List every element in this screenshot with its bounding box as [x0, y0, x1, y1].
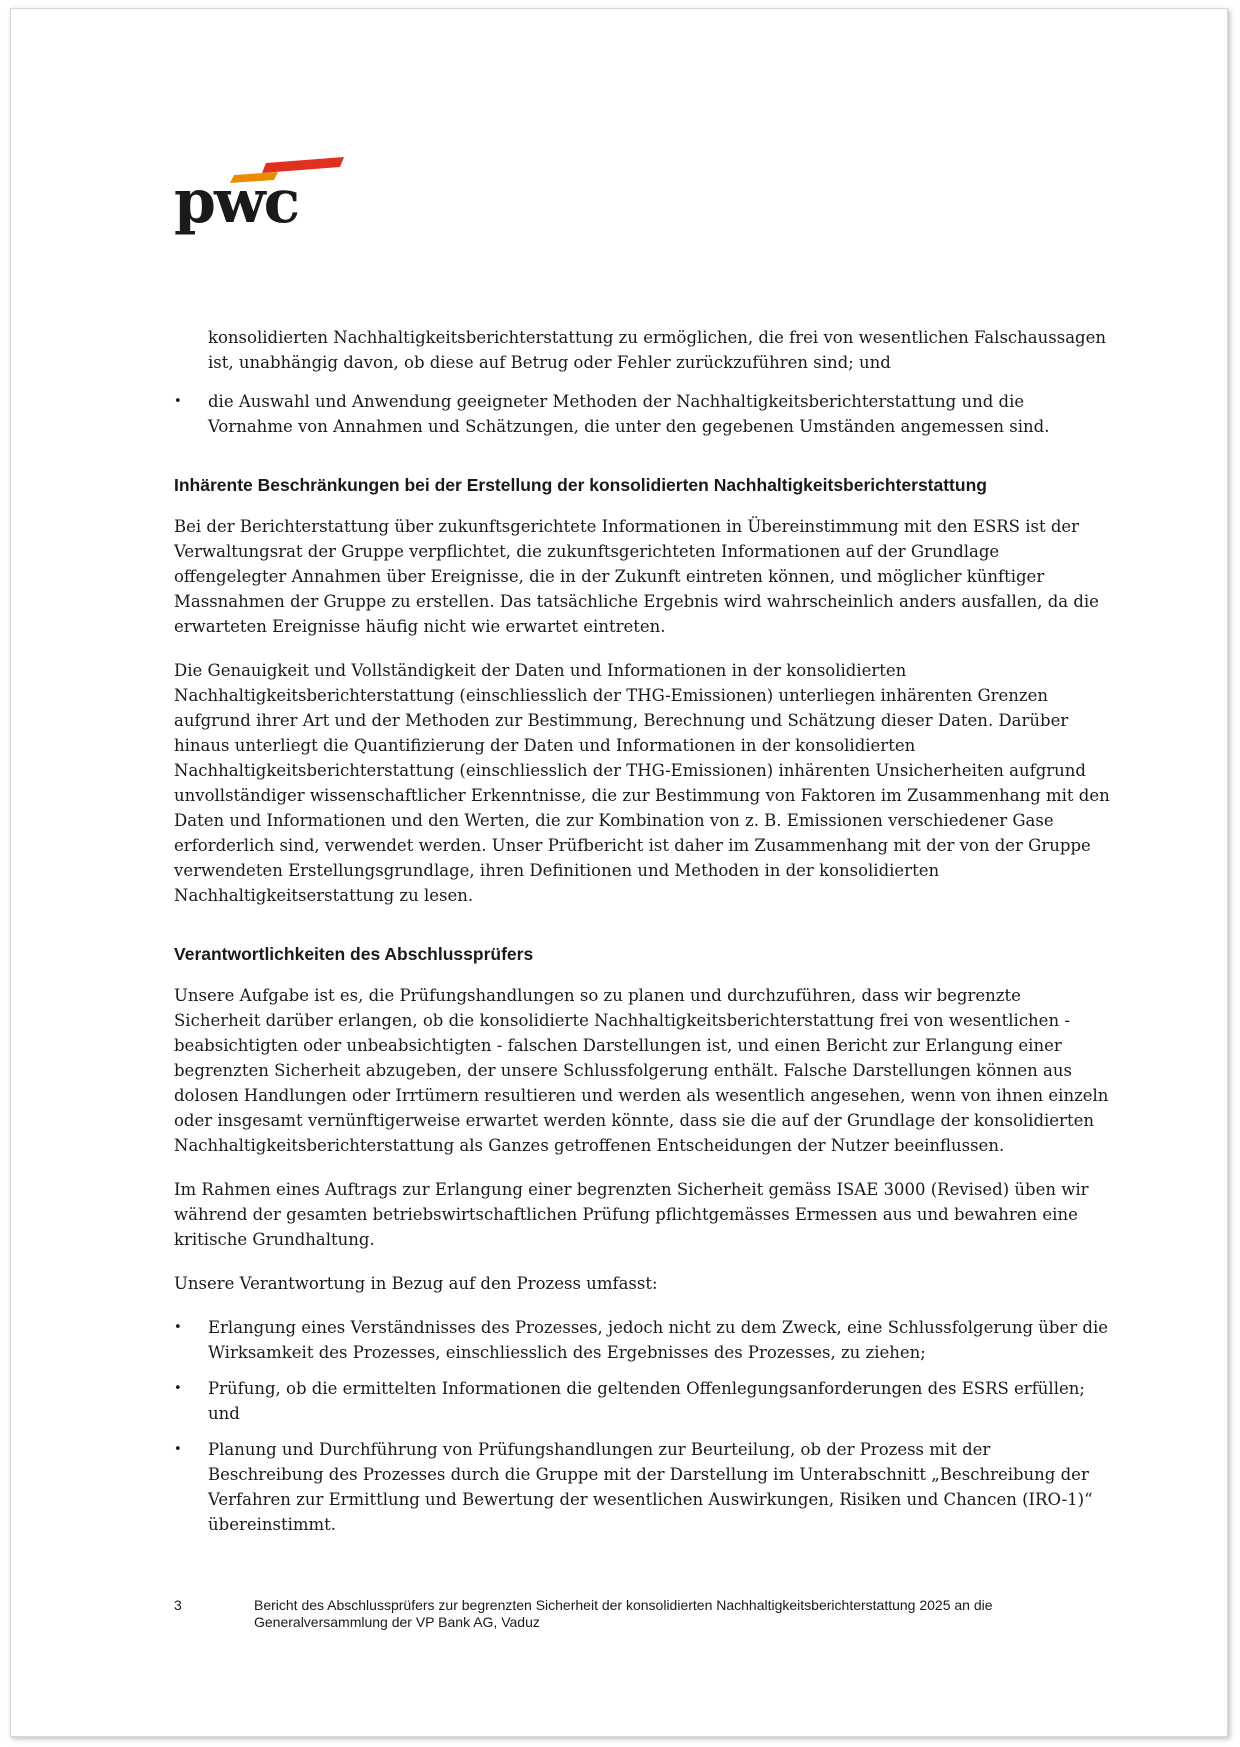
page	[10, 8, 1228, 1737]
bullet-text: Prüfung, ob die ermittelten Informationen die geltenden Offenlegungsanforderungen des ESRS erfüllen; und	[208, 1379, 1085, 1423]
document-body	[174, 325, 1110, 1548]
bullet-marker: •	[174, 1320, 182, 1335]
bullet-text: Planung und Durchführung von Prüfungshandlungen zur Beurteilung, ob der Prozess mit der Beschreibung des Prozesses durch die Gruppe mit der Darstellung im Unterabschnitt „Beschreibung der Verfahren zur Ermittlung und Bewertung der wesentlichen Auswirkungen, Risiken und Chancen (IRO-1)“ übereinstimmt.	[208, 1440, 1093, 1534]
list-item	[174, 1315, 1110, 1365]
continuation-text: konsolidierten Nachhaltigkeitsberichterstattung zu ermöglichen, die frei von wesentlichen Falschaussagen ist, unabhängig davon, ob diese auf Betrug oder Fehler zurückzuführen sind; und	[208, 328, 1106, 372]
page-footer	[174, 1597, 1110, 1631]
bullet-text: Erlangung eines Verständnisses des Prozesses, jedoch nicht zu dem Zweck, eine Schlussfolgerung über die Wirksamkeit des Prozesses, einschliesslich des Ergebnisses des Prozesses, zu ziehen;	[208, 1318, 1108, 1362]
paragraph: Unsere Verantwortung in Bezug auf den Prozess umfasst:	[174, 1274, 658, 1293]
paragraph: Im Rahmen eines Auftrags zur Erlangung einer begrenzten Sicherheit gemäss ISAE 3000 (Revised) üben wir während der gesamten betriebswirtschaftlichen Prüfung pflichtgemässes Ermessen aus und bewahren eine kritische Grundhaltung.	[174, 1180, 1089, 1249]
footer-text: Bericht des Abschlussprüfers zur begrenzten Sicherheit der konsolidierten Nachhaltigkeitsberichterstattung 2025 an die Generalversammlung der VP Bank AG, Vaduz	[254, 1597, 993, 1630]
list-item	[174, 1437, 1110, 1537]
bullet-marker: •	[174, 394, 182, 409]
logo-wordmark: pwc	[174, 167, 299, 237]
pwc-logo	[174, 155, 346, 245]
paragraph: Bei der Berichterstattung über zukunftsgerichtete Informationen in Übereinstimmung mit den ESRS ist der Verwaltungsrat der Gruppe verpflichtet, die zukunftsgerichteten Informationen auf der Grundlage offengelegter Annahmen über Ereignisse, die in der Zukunft eintreten können, und möglicher künftiger Massnahmen der Gruppe zu erstellen. Das tatsächliche Ergebnis wird wahrscheinlich anders ausfallen, da die erwarteten Ereignisse häufig nicht wie erwartet eintreten.	[174, 517, 1099, 636]
bullet-text: die Auswahl und Anwendung geeigneter Methoden der Nachhaltigkeitsberichterstattung und die Vornahme von Annahmen und Schätzungen, die unter den gegebenen Umständen angemessen sind.	[208, 392, 1050, 436]
bullet-marker: •	[174, 1442, 182, 1457]
pwc-logo-graphic	[174, 155, 346, 245]
section-heading-responsibilities: Verantwortlichkeiten des Abschlussprüfers	[174, 944, 534, 964]
page-number: 3	[174, 1597, 182, 1613]
paragraph: Die Genauigkeit und Vollständigkeit der Daten und Informationen in der konsolidierten Nachhaltigkeitsberichterstattung (einschliesslich der THG-Emissionen) unterliegen inhärenten Grenzen aufgrund ihrer Art und der Methoden zur Bestimmung, Berechnung und Schätzung dieser Daten. Darüber hinaus unterliegt die Quantifizierung der Daten und Informationen in der konsolidierten Nachhaltigkeitsberichterstattung (einschliesslich der THG-Emissionen) inhärenten Unsicherheiten aufgrund unvollständiger wissenschaftlicher Erkenntnisse, die zur Bestimmung von Faktoren im Zusammenhang mit den Daten und Informationen und den Werten, die zur Kombination von z. B. Emissionen verschiedener Gase erforderlich sind, verwendet werden. Unser Prüfbericht ist daher im Zusammenhang mit der von der Gruppe verwendeten Erstellungsgrundlage, ihren Definitionen und Methoden in der konsolidierten Nachhaltigkeitserstattung zu lesen.	[174, 661, 1110, 905]
section-heading-limitations: Inhärente Beschränkungen bei der Erstellung der konsolidierten Nachhaltigkeitsberichterstattung	[174, 475, 987, 495]
paragraph: Unsere Aufgabe ist es, die Prüfungshandlungen so zu planen und durchzuführen, dass wir begrenzte Sicherheit darüber erlangen, ob die konsolidierte Nachhaltigkeitsberichterstattung frei von wesentlichen - beabsichtigten oder unbeabsichtigten - falschen Darstellungen ist, und einen Bericht zur Erlangung einer begrenzten Sicherheit abzugeben, der unsere Schlussfolgerung enthält. Falsche Darstellungen können aus dolosen Handlungen oder Irrtümern resultieren und werden als wesentlich angesehen, wenn von ihnen einzeln oder insgesamt vernünftigerweise erwartet werden könnte, dass sie die auf der Grundlage der konsolidierten Nachhaltigkeitsberichterstattung als Ganzes getroffenen Entscheidungen der Nutzer beeinflussen.	[174, 986, 1109, 1155]
bullet-marker: •	[174, 1381, 182, 1396]
list-item	[174, 389, 1110, 439]
list-item	[174, 1376, 1110, 1426]
